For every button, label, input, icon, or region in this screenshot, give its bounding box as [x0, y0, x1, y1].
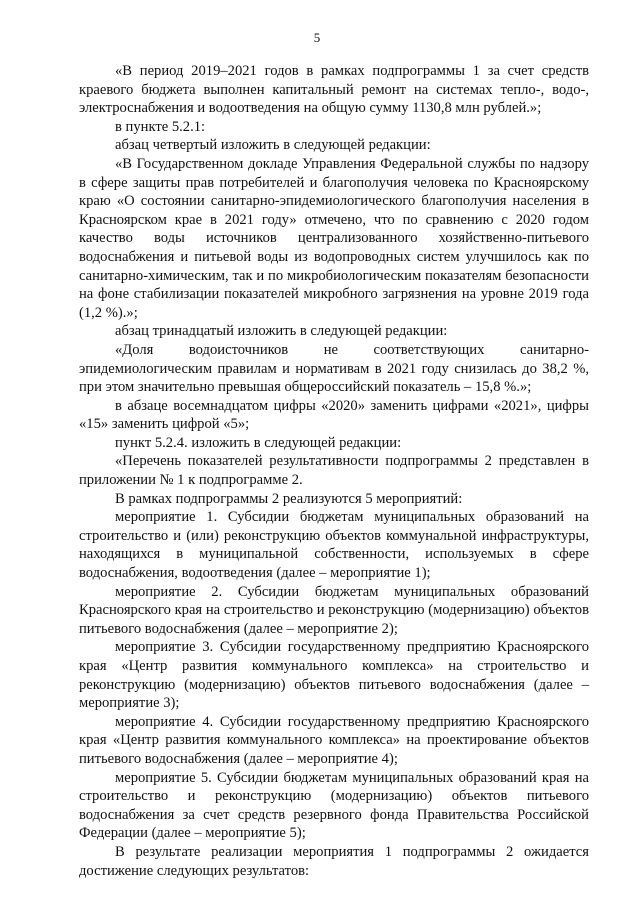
paragraph-clause-5-2-1: в пункте 5.2.1: — [115, 118, 206, 135]
paragraph-measure-5: мероприятие 5. Субсидии бюджетам муниципальных образований края на строительство и реконструкцию (модернизацию) объектов питьевого водоснабжения за счет средств резервного фонда Правительства Российской Федерации (далее – мероприятие 5); — [79, 769, 589, 842]
paragraph-amend-fourth: абзац четвертый изложить в следующей редакции: — [115, 137, 431, 154]
paragraph-state-report: «В Государственном докладе Управления Федеральной службы по надзору в сфере защиты прав потребителей и благополучия человека по Красноярскому краю «О состоянии санитарно-эпидемиологического благополучия населения в Красноярском крае в 2021 году» отмечено, что по сравнению с 2020 годом качество воды источников централизованного хозяйственно-питьевого водоснабжения и питьевой воды из водопроводных систем улучшилось как по санитарно-химическим, так и по микробиологическим показателям безопасности на фоне стабилизации показателей микробного загрязнения на уровне 2019 года (1,2 %).»; — [79, 155, 589, 321]
paragraph-measure-4: мероприятие 4. Субсидии государственному предприятию Красноярского края «Центр развития коммунального комплекса» на проектирование объектов питьевого водоснабжения (далее – мероприятие 4); — [79, 713, 589, 767]
paragraph-capital-repair-summary: «В период 2019–2021 годов в рамках подпрограммы 1 за счет средств краевого бюджета выполнен капитальный ремонт на системах тепло-, водо-, электроснабжения и водоотведения на общую сумму 1130,8 млн рублей.»; — [79, 63, 589, 117]
paragraph-amend-thirteenth: абзац тринадцатый изложить в следующей редакции: — [115, 323, 448, 340]
paragraph-measure-1: мероприятие 1. Субсидии бюджетам муниципальных образований на строительство и (или) реконструкцию объектов коммунальной инфраструктуры, находящихся в муниципальной собственности, используемых в сфере водоснабжения, водоотведения (далее – мероприятие 1); — [79, 509, 589, 582]
paragraph-water-sources-share: «Доля водоисточников не соответствующих санитарно-эпидемиологическим правилам и нормативам в 2021 году снизилась до 38,2 %, при этом значительно превышая общероссийский показатель – 15,8 %.»; — [79, 341, 589, 396]
page-number: 5 — [313, 30, 321, 45]
paragraph-eighteenth-replace: в абзаце восемнадцатом цифры «2020» заменить цифрами «2021», цифры «15» заменить цифрой «5»; — [79, 397, 589, 433]
paragraph-five-measures: В рамках подпрограммы 2 реализуются 5 мероприятий: — [115, 490, 463, 507]
paragraph-measure-2: мероприятие 2. Субсидии бюджетам муниципальных образований Красноярского края на строительство и реконструкцию (модернизацию) объектов питьевого водоснабжения (далее – мероприятие 2); — [79, 583, 589, 637]
paragraph-expected-results: В результате реализации мероприятия 1 подпрограммы 2 ожидается достижение следующих результатов: — [79, 843, 589, 879]
paragraph-clause-5-2-4: пункт 5.2.4. изложить в следующей редакции: — [115, 434, 402, 451]
document-body — [79, 62, 589, 880]
paragraph-measure-3: мероприятие 3. Субсидии государственному предприятию Красноярского края «Центр развития коммунального комплекса» на строительство и реконструкцию (модернизацию) объектов питьевого водоснабжения (далее – мероприятие 3); — [79, 639, 589, 712]
paragraph-indicators-list: «Перечень показателей результативности подпрограммы 2 представлен в приложении № 1 к подпрограмме 2. — [79, 453, 589, 489]
